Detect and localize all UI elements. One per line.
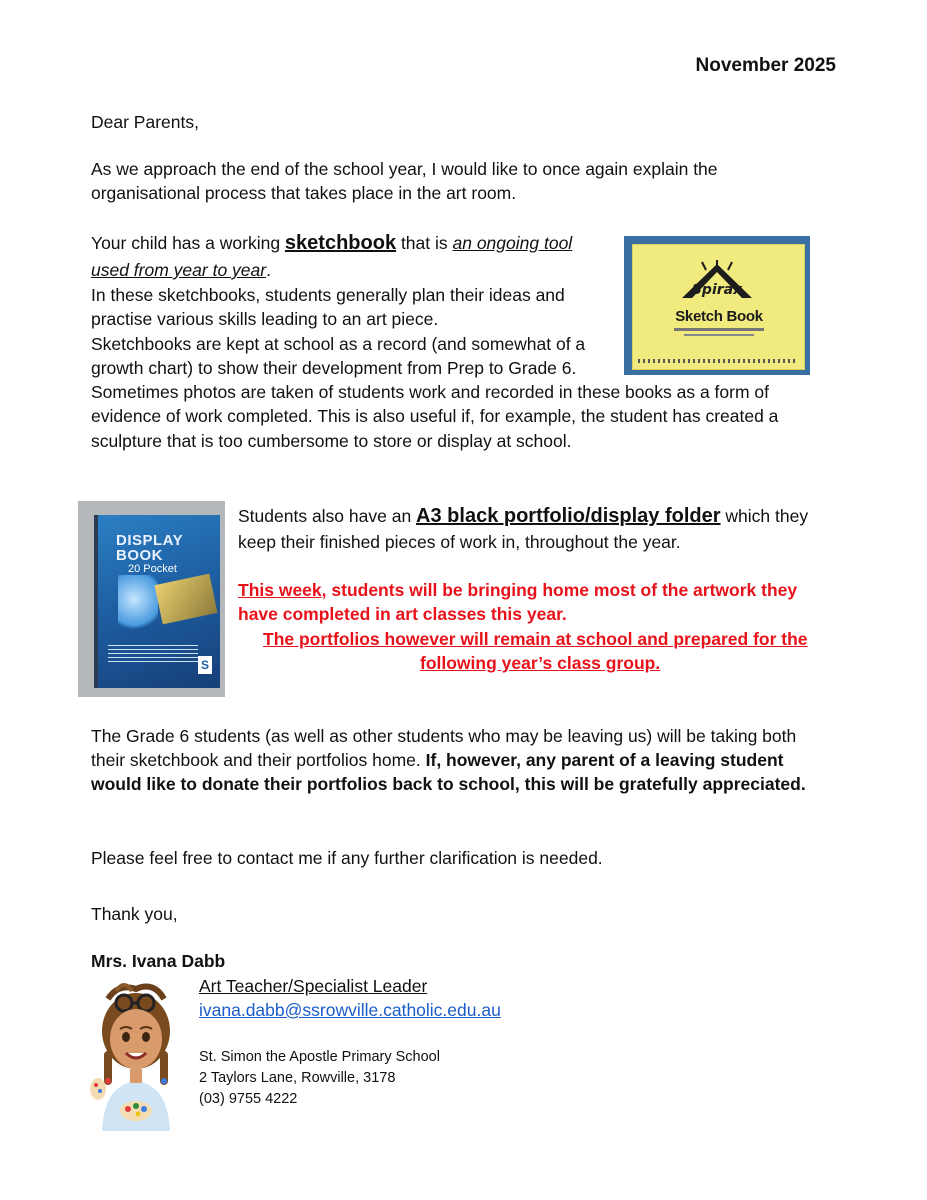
text-span: students will be bringing home most of the artwork they [326, 580, 798, 600]
sketchbook-keyword: sketchbook [284, 232, 397, 254]
grade6-line-2 [91, 748, 784, 772]
display-book-cover [94, 515, 220, 688]
text-span: their sketchbook and their portfolios home. [91, 750, 426, 770]
portfolio-line-2: keep their finished pieces of work in, throughout the year. [238, 532, 681, 552]
sketchbook-line-1 [91, 231, 572, 255]
year-to-year-emphasis: used from year to year [91, 260, 267, 280]
cover-graphic [118, 575, 158, 635]
brand-logo: S [198, 656, 212, 674]
intro-line-1: As we approach the end of the school year, I would like to once again explain the [91, 159, 718, 179]
grade6-line-1: The Grade 6 students (as well as other students who may be leaving us) will be taking both [91, 726, 797, 746]
notice-line-2: have completed in art classes this year. [238, 604, 567, 624]
sketchbook-line-6: growth chart) to show their development from Prep to Grade 6. [91, 358, 577, 378]
sketchbook-photo [624, 236, 810, 375]
this-week-emphasis: This week, [238, 580, 327, 600]
sketchbook-line-9: sculpture that is too cumbersome to store or display at school. [91, 431, 572, 451]
cover-fine-print [674, 328, 764, 331]
portfolio-keyword: A3 black portfolio/display folder [416, 505, 721, 527]
spiral-binding [638, 359, 796, 363]
school-phone: (03) 9755 4222 [199, 1091, 298, 1107]
text-span: . [266, 260, 271, 280]
notice-line-4: following year’s class group. [420, 653, 661, 673]
grade6-line-3: would like to donate their portfolios back to school, this will be gratefully appreciated. [91, 774, 806, 794]
school-name: St. Simon the Apostle Primary School [199, 1049, 440, 1065]
signature-name: Mrs. Ivana Dabb [91, 951, 226, 971]
text-span: Your child has a working [91, 233, 285, 253]
donation-request: If, however, any parent of a leaving student [425, 750, 784, 770]
notice-line-1 [238, 578, 797, 602]
sketchbook-line-8: evidence of work completed. This is also useful if, for example, the student has created a [91, 406, 779, 426]
avatar [88, 981, 184, 1131]
display-book-photo [78, 501, 225, 697]
text-span: which they [720, 506, 809, 526]
sketchbook-line-7: Sometimes photos are taken of students work and recorded in these books as a form of [91, 382, 770, 402]
sketchbook-line-5: Sketchbooks are kept at school as a record (and somewhat of a [91, 334, 586, 354]
spirax-brand-text: Spirax [691, 282, 743, 298]
letter-date: November 2025 [695, 55, 836, 76]
greeting: Dear Parents, [91, 112, 199, 132]
email-link[interactable]: ivana.dabb@ssrowville.catholic.edu.au [199, 1000, 501, 1020]
notice-line-3: The portfolios however will remain at school and prepared for the [263, 629, 808, 649]
signature-role: Art Teacher/Specialist Leader [199, 976, 428, 996]
cover-fine-print [684, 334, 754, 336]
cover-fine-print [108, 645, 198, 665]
sketchbook-line-2 [91, 258, 271, 282]
portfolio-line-1 [238, 504, 808, 528]
display-book-subtitle: 20 Pocket [128, 563, 177, 575]
spirax-logo [672, 258, 762, 300]
cover-photo-graphic [154, 574, 217, 625]
sketchbook-line-4: practise various skills leading to an art piece. [91, 309, 439, 329]
text-span: that is [396, 233, 453, 253]
sketchbook-line-3: In these sketchbooks, students generally plan their ideas and [91, 285, 565, 305]
contact-line: Please feel free to contact me if any further clarification is needed. [91, 848, 603, 868]
thank-you: Thank you, [91, 904, 178, 924]
sketchbook-cover-title: Sketch Book [675, 308, 763, 325]
school-address: 2 Taylors Lane, Rowville, 3178 [199, 1070, 396, 1086]
text-span: Students also have an [238, 506, 417, 526]
intro-line-2: organisational process that takes place in the art room. [91, 183, 517, 203]
display-book-title: DISPLAY BOOK [116, 532, 184, 564]
ongoing-tool-emphasis: an ongoing tool [452, 233, 573, 253]
